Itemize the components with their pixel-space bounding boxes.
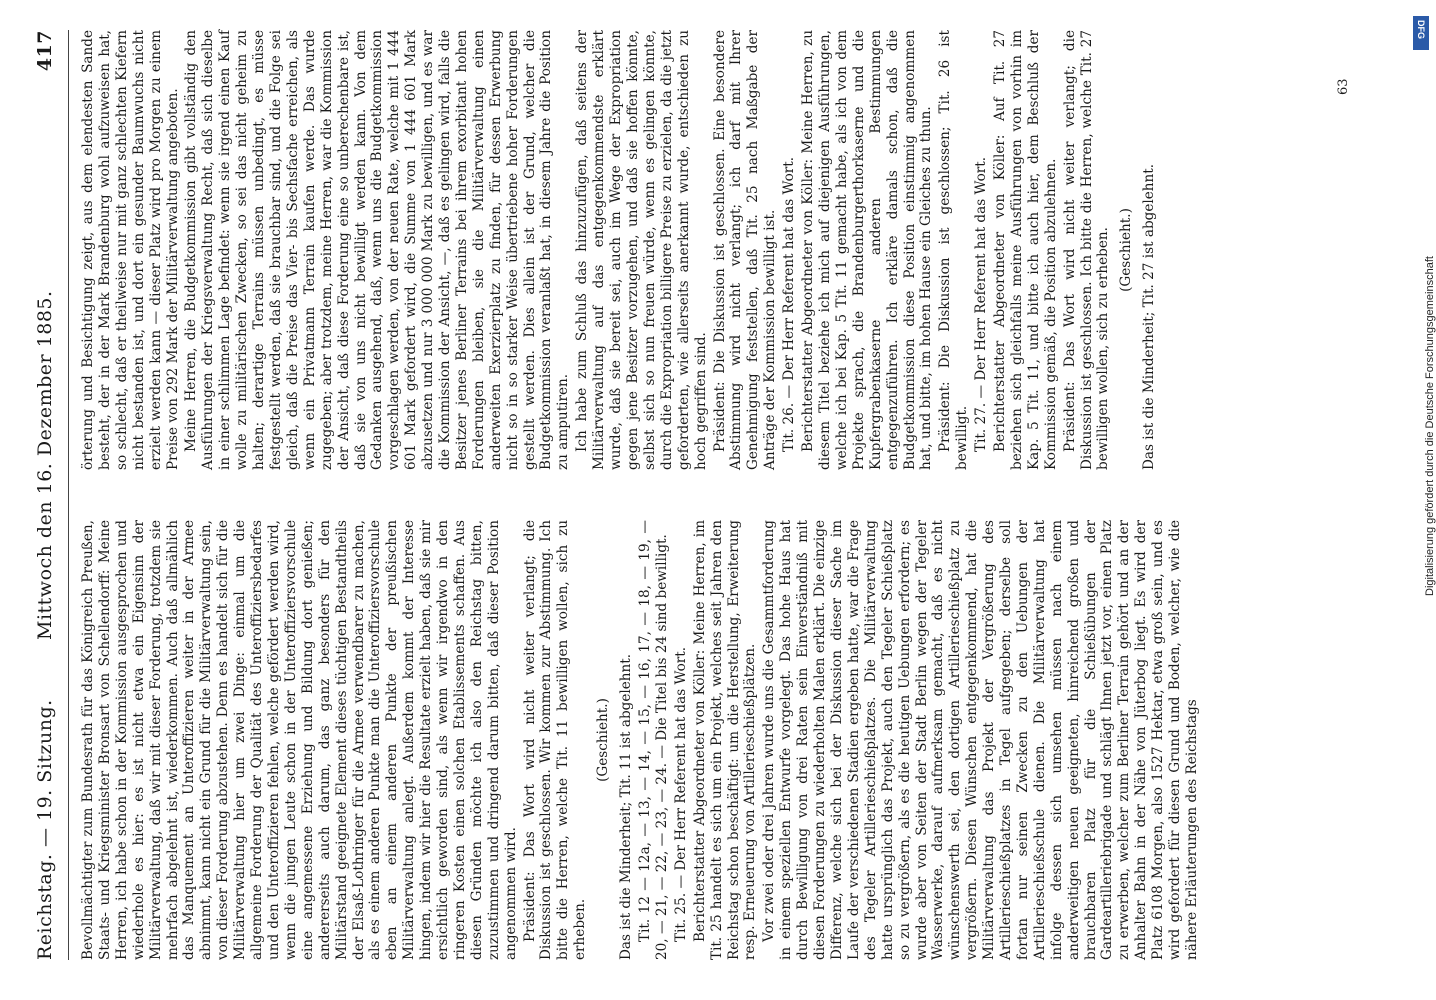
right-text-column <box>80 30 1380 470</box>
paragraph: Tit. 25. — Der Herr Referent hat das Wort. <box>672 646 689 942</box>
paragraph: Berichterstatter Abgeordneter von Köller: Meine Herren, im Tit. 25 handelt es sich um ein Projekt, welches seit Jahren den Reichstag schon beschäftigt: um die Herstellung, Erweiterung resp. Erneuerung von Artillerieschießplätzen. <box>691 520 759 960</box>
header-date: Mittwoch den 16. Dezember 1885. <box>34 290 56 640</box>
paragraph: Tit. 12 — 12a, — 13, — 14, — 15, — 16, 17, — 18, — 19, — 20, — 21, — 22, — 23, — 24. — Die Titel bis 24 sind bewilligt. <box>637 520 670 960</box>
paragraph: Das ist die Minderheit; Tit. 27 ist abgelehnt. <box>1141 163 1158 470</box>
paragraph: Meine Herren, die Budgetkommission gibt vollständig den Ausführungen der Kriegsverwaltung Recht, daß sich dieselbe in einer schlimmen Lage befindet: wenn sie irgend einen Kauf wolle zu militärischen Zwecken, so sei das nicht geheim zu halten; derartige Terrains müssen unbedingt, es müsse festgestellt werden, daß sie brauchbar sind, und die Folge sei gleich, daß die Preise das Vier- bis Sechsfache erreichen, als wenn ein Privatmann Terrain kaufen werde. Das wurde zugegeben; aber trotzdem, meine Herren, war die Kommission der Ansicht, daß diese Forderung eine so unberechenbare ist, daß sie von uns nicht bewilligt werden kann. Von dem Gedanken ausgehend, daß, wenn uns die Budgetkommission vorgeschlagen werden, von der neuen Rate, welche mit 1 444 601 Mark gefordert wird, die Summe von 1 444 601 Mark abzusetzen und nur 3 000 000 Mark zu bewilligen, und es war die Kommission der Ansicht, —, daß es gelingen wird, falls die Besitzer jenes Berliner Terrains bei ihrem exorbitant hohen Forderungen bleiben, sie die Militärverwaltung einen anderweiten Exerzierplatz zu finden, für dessen Erwerbung nicht so in so starker Weise übertriebene hoher Forderungen gestellt werden. Dies allein ist der Grund, welcher die Budgetkommission veranlaßt hat, in diesem Jahre die Position zu amputiren. <box>183 30 572 470</box>
paragraph: Präsident: Das Wort wird nicht weiter verlangt; die Diskussion ist geschlossen. Ich bitte die Herren, welche Tit. 27 bewilligen wollen, sich zu erheben. <box>1061 30 1112 470</box>
stage-direction: (Geschieht.) <box>1118 208 1135 292</box>
paragraph: Tit. 27. — Der Herr Referent hat das Wort. <box>973 156 990 452</box>
paragraph: Ich habe zum Schluß das hinzuzufügen, daß seitens der Militärverwaltung auf das entgegenkommendste erklärt wurde, daß sie bereit sei, auch im Wege der Expropriation gegen jene Besitzer vorzugehen, und daß sie hoffen könnte, selbst sich so nun freuen würde, wenn es gelingen könnte, durch die Expropriation billigere Preise zu erzielen, da die jetzt geforderten, wie allerseits anerkannt wurde, entschieden zu hoch gegriffen sind. <box>574 30 709 470</box>
paragraph: Präsident: Das Wort wird nicht weiter verlangt; die Diskussion ist geschlossen. Wir kommen zur Abstimmung. Ich bitte die Herren, welche Tit. 11 bewilligen wollen, sich zu erheben. <box>521 520 589 960</box>
digitization-sidebar <box>1392 0 1436 1000</box>
paragraph: Berichterstatter Abgeordneter von Köller: Meine Herren, zu diesem Titel beziehe ich mich auf diejenigen Ausführungen, welche ich bei Kap. 5 Tit. 11 gemacht habe, als ich von dem Projekte sprach, die Brandenburgerthorkaserne und die Kupfergrabenkaserne anderen Bestimmungen entgegenzuführen. Ich erkläre damals schon, daß die Budgetkommission diese Position einstimmig angenommen hat, und bitte, im hohen Hause ein Gleiches zu thun. <box>800 30 935 470</box>
header-session: Reichstag. — 19. Sitzung. <box>34 699 56 960</box>
digitization-credit: Digitalisierung gefördert durch die Deutsche Forschungsgemeinschaft <box>1424 256 1436 596</box>
paragraph: Präsident: Die Diskussion ist geschlossen. Eine besondere Abstimmung wird nicht verlangt; ich darf mit Ihrer Genehmigung feststellen, daß Tit. 25 nach Maßgabe der Anträge der Kommission bewilligt ist. <box>711 30 779 470</box>
paragraph: Vor zwei oder drei Jahren wurde uns die Gesammtforderung in einem speziellen Entwurfe vorgelegt. Das hohe Haus hat durch Bewilligung von drei Raten sein Einverständniß mit diesen Forderungen zu wiederholten Malen erklärt. Die einzige Differenz, welche sich bei der Diskussion dieser Sache im Laufe der verschiedenen Stadien ergeben hatte, war die Frage des Tegeler Artillerieschießplatzes. Die Militärverwaltung hatte ursprünglich das Projekt, auch den Tegeler Schießplatz so zu vergrößern, als es die heutigen Uebungen erfordern; es wurde aber von Seiten der Stadt Berlin wegen der Tegeler Wasserwerke, darauf aufmerksam gemacht, daß es nicht wünschenswerth sei, den dortigen Artillerieschießplatz zu vergrößern. Diesen Wünschen entgegenkommend, hat die Militärverwaltung das Projekt der Vergrößerung des Artillerieschießplatzes in Tegel aufgegeben; derselbe soll fortan nur seinen Zwecken zu den Uebungen der Artillerieschießschule dienen. Die Militärverwaltung hat infolge dessen sich umsehen müssen nach einem anderweitigen neuen geeigneten, hinreichend großen und brauchbaren Platz für die Schießübungen der Gardeartilleriebrigade und schlägt Ihnen jetzt vor, einen Platz zu erwerben, welcher zum Berliner Terrain gehört und an der Anhalter Bahn in der Nähe von Jüterbog liegt. Es wird der Platz 6108 Morgen, also 1527 Hektar, etwa groß sein, und es wird gefordert für diesen Grund und Boden, welcher, wie die nähere Erläuterungen des Reichstags <box>761 520 1200 960</box>
paragraph: Präsident: Die Diskussion ist geschlossen; Tit. 26 ist bewilligt. <box>937 30 971 470</box>
paragraph: Das ist die Minderheit; Tit. 11 ist abgelehnt. <box>618 653 635 960</box>
paragraph: Bevollmächtigter zum Bundesrath für das Königreich Preußen, Staats- und Kriegsminister Bronsart von Schellendorff: Meine Herren, ich habe schon in der Kommission ausgesprochen und wiederhole es hier: es ist nicht etwa ein Eigensinn der Militärverwaltung, daß wir mit dieser Forderung, trotzdem sie mehrfach abgelehnt ist, wiederkommen. Auch daß allmählich das Manquement an Unteroffizieren weiter in der Armee abnimmt, kann nicht ein Grund für die Militärverwaltung sein, von dieser Forderung abzustehen. Denn es handelt sich für die Militärverwaltung hier um zwei Dinge: einmal um die allgemeine Forderung der Qualität des Unteroffiziersbedarfes und den Unteroffizieren fehlen, welche gefördert werden wird, wenn die jungen Leute schon in der Unteroffiziersvorschule eine angemessene Erziehung und Bildung dort genießen; andererseits auch darum, das ganz besonders für den Militärstand geeignete Element dieses tüchtigen Bestandtheils der Elsaß-Lothringer für die Armee verwendbarer zu machen, als es einem anderen Punkte man die Unteroffiziersvorschule eben an einem anderen Punkte der preußischen Militärverwaltung anlegt. Außerdem kommt der Interesse hingen, indem wir hier die Resultate erzielt haben, daß sie mir ersichtlich geworden sind, als wenn wir irgendwo in den ringeren Kosten einen solchen Etablissements schaffen. Aus diesen Gründen möchte ich also den Reichstag bitten, zuzustimmen und dringend darum bitten, daß dieser Position angenommen wird. <box>80 520 519 960</box>
paragraph: Tit. 26. — Der Herr Referent hat das Wort. <box>781 156 798 452</box>
dfg-logo: DFG <box>1413 16 1429 50</box>
sheet-signature: 63 <box>1336 78 1351 95</box>
paragraph: Berichterstatter Abgeordneter von Köller: Auf Tit. 27 beziehen sich gleichfalls meine Ausführungen von vorhin im Kap. 5 Tit. 11, und bitte ich auch hier, dem Beschluß der Kommission gemäß, die Position abzulehnen. <box>992 30 1059 470</box>
stage-direction: (Geschieht.) <box>595 698 612 782</box>
page-header <box>28 30 69 960</box>
paragraph: örterung und Besichtigung zeigt, aus dem elendesten Sande besteht, der in der Mark Brandenburg wohl aufzuweisen hat, so schlecht, daß er theilweise nur mit ganz schlechten Kiefern nicht bestanden ist, und dort ein gesunder Baumwuchs nicht erzielt werden kann — dieser Platz wird pro Morgen zu einem Preise von 292 Mark der Militärverwaltung angeboten. <box>80 30 181 470</box>
left-text-column <box>80 520 1380 960</box>
page-number: 417 <box>34 30 56 72</box>
